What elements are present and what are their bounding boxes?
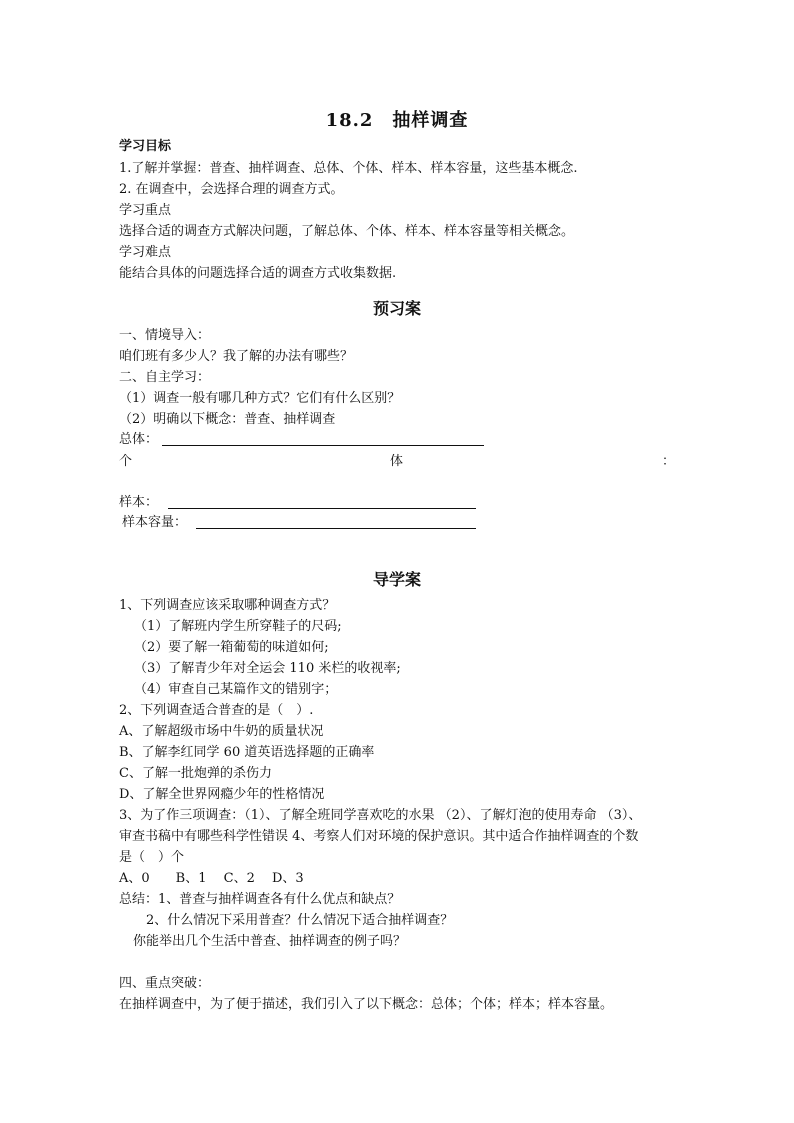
total-label: 总体： <box>119 432 159 447</box>
sample-answer-line[interactable] <box>168 508 476 509</box>
situation-question: 咱们班有多少人？我了解的办法有哪些？ <box>119 349 354 364</box>
guide-question-3-options: A、0 B、1 C、2 D、3 <box>119 871 304 886</box>
guide-question-3-line-3: 是（ ）个 <box>119 850 185 865</box>
guide-question-1-item-4: （4）审查自己某篇作文的错别字； <box>134 682 338 697</box>
sample-size-answer-line[interactable] <box>196 528 476 529</box>
objective-item-2: 2. 在调查中，会选择合理的调查方式。 <box>119 182 344 197</box>
guide-question-1: 1、下列调查应该采取哪种调查方式？ <box>119 598 336 613</box>
guide-question-2-option-b: B、了解李红同学 60 道英语选择题的正确率 <box>119 745 375 760</box>
guide-question-2: 2、下列调查适合普查的是（ ）. <box>119 703 314 718</box>
individual-label-part-1: 个 <box>119 454 133 469</box>
guide-section-heading: 导学案 <box>372 570 421 589</box>
difficulty-text: 能结合具体的问题选择合适的调查方式收集数据. <box>119 266 397 281</box>
preview-section-heading: 预习案 <box>372 299 421 318</box>
breakthrough-text: 在抽样调查中，为了便于描述，我们引入了以下概念：总体；个体；样本；样本容量。 <box>119 997 614 1012</box>
objective-item-1: 1.了解并掌握：普查、抽样调查、总体、个体、样本、样本容量，这些基本概念. <box>119 161 578 176</box>
guide-question-2-option-d: D、了解全世界网瘾少年的性格情况 <box>119 787 325 802</box>
sample-size-label: 样本容量： <box>122 515 188 530</box>
situation-intro-heading: 一、情境导入： <box>119 328 211 343</box>
guide-question-2-option-a: A、了解超级市场中牛奶的质量状况 <box>119 724 324 739</box>
objectives-heading: 学习目标 <box>119 139 172 154</box>
guide-question-1-item-2: （2）要了解一箱葡萄的味道如何; <box>134 640 329 655</box>
guide-question-3-line-2: 审查书稿中有哪些科学性错误 4、考察人们对环境的保护意识。其中适合作抽样调查的个数 <box>119 829 639 844</box>
difficulty-heading: 学习难点 <box>119 245 172 260</box>
page-title: 18.2 抽样调查 <box>325 110 469 131</box>
summary-line-1: 总结：1、普查与抽样调查各有什么优点和缺点？ <box>119 892 401 907</box>
self-study-question-2: （2）明确以下概念：普查、抽样调查 <box>119 412 336 427</box>
individual-label-part-2: 体 <box>390 454 404 469</box>
sample-label: 样本： <box>119 495 159 510</box>
summary-line-2: 2、什么情况下采用普查？什么情况下适合抽样调查？ <box>146 913 454 928</box>
self-study-heading: 二、自主学习： <box>119 370 211 385</box>
self-study-question-1: （1）调查一般有哪几种方式？它们有什么区别？ <box>119 391 401 406</box>
breakthrough-heading: 四、重点突破： <box>119 976 211 991</box>
summary-line-3: 你能举出几个生活中普查、抽样调查的例子吗？ <box>133 934 407 949</box>
guide-question-3-line-1: 3、为了作三项调查：（1）、了解全班同学喜欢吃的水果 （2）、了解灯泡的使用寿命 （3）、 <box>119 808 642 823</box>
total-answer-line[interactable] <box>162 445 484 446</box>
key-points-heading: 学习重点 <box>119 203 172 218</box>
key-points-text: 选择合适的调查方式解决问题，了解总体、个体、样本、样本容量等相关概念。 <box>119 224 575 239</box>
individual-label-colon: ： <box>662 454 676 469</box>
guide-question-1-item-3: （3）了解青少年对全运会 110 米栏的收视率; <box>134 661 401 676</box>
guide-question-2-option-c: C、了解一批炮弹的杀伤力 <box>119 766 272 781</box>
guide-question-1-item-1: （1）了解班内学生所穿鞋子的尺码; <box>134 619 342 634</box>
